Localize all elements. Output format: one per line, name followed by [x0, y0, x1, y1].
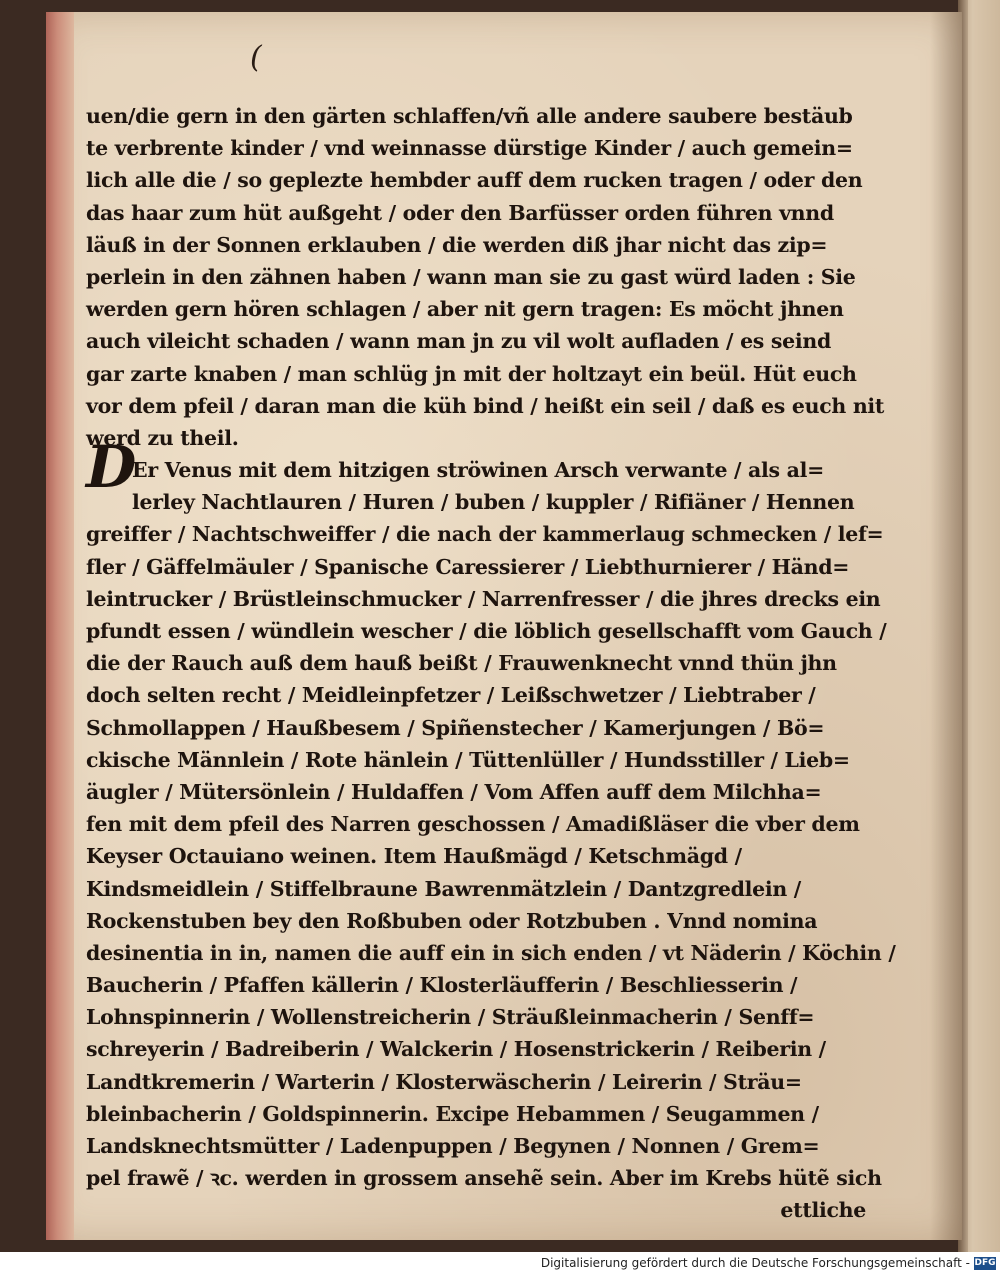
text-line: werden gern hören schlagen / aber nit gern tragen: Es möcht jhnen [86, 297, 844, 322]
text-line: bleinbacherin / Goldspinnerin. Excipe Hebammen / Seugammen / [86, 1101, 819, 1126]
text-line: leintrucker / Brüstleinschmucker / Narrenfresser / die jhres drecks ein [86, 586, 881, 611]
text-line: ckische Männlein / Rote hänlein / Tüttenlüller / Hundsstiller / Lieb= [86, 747, 850, 772]
text-line: fen mit dem pfeil des Narren geschossen / Amadißläser die vber dem [86, 812, 860, 837]
text-line: lich alle die / so geplezte hembder auff dem rucken tragen / oder den [86, 168, 863, 193]
text-line: pfundt essen / wündlein wescher / die löblich gesellschafft vom Gauch / [86, 619, 887, 643]
text-line: desinentia in in, namen die auff ein in sich enden / vt Näderin / Köchin / [86, 940, 896, 965]
page-text [86, 100, 906, 1227]
text-line: fler / Gäffelmäuler / Spanische Caressierer / Liebthurnierer / Händ= [86, 554, 850, 579]
text-line: Landsknechtsmütter / Ladenpuppen / Begynen / Nonnen / Grem= [86, 1134, 820, 1158]
funding-credit: Digitalisierung gefördert durch die Deutsche Forschungsgemeinschaft - [540, 1256, 970, 1270]
text-line: Baucherin / Pfaffen källerin / Klosterläufferin / Beschliesserin / [86, 973, 798, 998]
text-line: uen/die gern in den gärten schlaffen/vñ alle andere saubere bestäub [86, 104, 853, 128]
text-line: Er Venus mit dem hitzigen ströwinen Arsch verwante / als al= [132, 458, 824, 483]
gutter-shadow [930, 12, 962, 1240]
text-line: Landtkremerin / Warterin / Klosterwäscherin / Leirerin / Sträu= [86, 1069, 802, 1094]
dfg-logo: DFG [974, 1258, 996, 1268]
text-line: te verbrente kinder / vnd weinnasse dürstige Kinder / auch gemein= [86, 136, 853, 161]
text-line: auch vileicht schaden / wann man jn zu vil wolt aufladen / es seind [86, 329, 831, 354]
text-line: werd zu theil. [86, 425, 239, 450]
text-line: das haar zum hüt außgeht / oder den Barfüsser orden führen vnnd [86, 200, 834, 225]
text-line: äugler / Mütersönlein / Huldaffen / Vom Affen auff dem Milchha= [86, 779, 822, 804]
text-line: perlein in den zähnen haben / wann man sie zu gast würd laden : Sie [86, 264, 856, 289]
text-line: Schmollappen / Haußbesem / Spiñenstecher / Kamerjungen / Bö= [86, 715, 825, 740]
text-line: lerley Nachtlauren / Huren / buben / kuppler / Rifiäner / Hennen [132, 490, 855, 515]
text-line: doch selten recht / Meidleinpfetzer / Leißschwetzer / Liebtraber / [86, 683, 816, 708]
text-line: Lohnspinnerin / Wollenstreicherin / Sträußleinmacherin / Senff= [86, 1005, 815, 1030]
text-line: Keyser Octauiano weinen. Item Haußmägd / Ketschmägd / [86, 844, 742, 869]
text-line: vor dem pfeil / daran man die küh bind / heißt ein seil / daß es euch nit [86, 393, 885, 418]
text-line: greiffer / Nachtschweiffer / die nach der kammerlaug schmecken / lef= [86, 522, 884, 547]
drop-cap: D [86, 433, 137, 501]
text-line: pel frawẽ / ꝛc. werden in grossem ansehẽ sein. Aber im Krebs hütẽ sich [86, 1166, 882, 1191]
catchword: ettliche [780, 1198, 866, 1223]
text-line: Kindsmeidlein / Stiffelbraune Bawrenmätzlein / Dantzgredlein / [86, 876, 801, 901]
red-page-edge [46, 12, 74, 1240]
text-line: gar zarte knaben / man schlüg jn mit der holtzayt ein beül. Hüt euch [86, 361, 857, 386]
text-line: schreyerin / Badreiberin / Walckerin / Hosenstrickerin / Reiberin / [86, 1037, 826, 1062]
text-line: läuß in der Sonnen erklauben / die werden diß jhar nicht das zip= [86, 232, 828, 257]
text-line: Rockenstuben bey den Roßbuben oder Rotzbuben . Vnnd nomina [86, 908, 818, 933]
marginal-mark: ( [250, 40, 262, 75]
footer-bar [0, 1252, 1000, 1276]
text-line: die der Rauch auß dem hauß beißt / Frauwenknecht vnnd thün jhn [86, 651, 837, 676]
